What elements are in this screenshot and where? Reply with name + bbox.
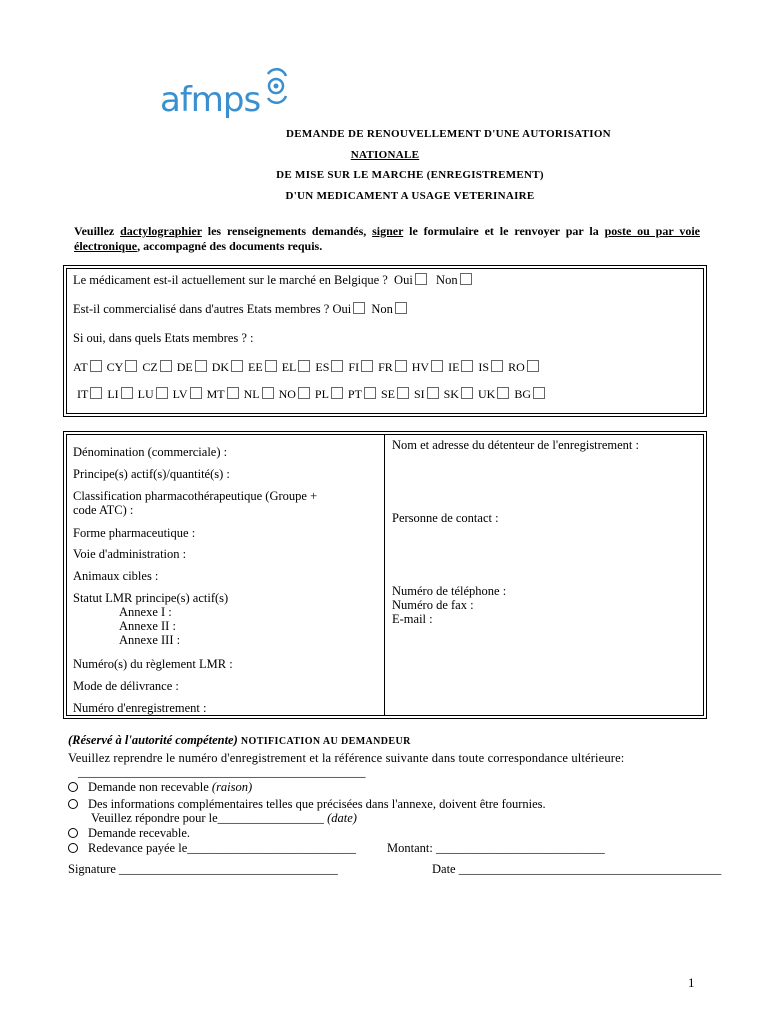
member-state-label: LV — [172, 387, 188, 401]
lmr-status-field[interactable]: Statut LMR principe(s) actif(s) Annexe I : Annexe II : Annexe III : — [73, 591, 229, 647]
column-divider — [384, 435, 385, 715]
which-states-label: Si oui, dans quels Etats membres ? : — [73, 331, 254, 345]
route-field[interactable]: Voie d'administration : — [73, 547, 187, 561]
member-state-label: NO — [278, 387, 296, 401]
contact-person-field[interactable]: Personne de contact : — [392, 511, 499, 525]
member-state-label: IT — [77, 387, 89, 401]
radio-icon[interactable] — [68, 843, 78, 853]
member-state-label: BG — [514, 387, 531, 401]
member-state-es[interactable] — [315, 360, 346, 375]
other-states-yes-checkbox[interactable] — [353, 302, 365, 314]
notification-instructions: Veuillez reprendre le numéro d'enregistrement et la référence suivante dans toute correspondance ultérieure: — [68, 751, 625, 765]
member-state-label: HV — [411, 360, 430, 374]
member-state-checkbox[interactable] — [90, 387, 102, 399]
member-state-ro[interactable] — [508, 360, 542, 375]
radio-icon[interactable] — [68, 828, 78, 838]
signature-field[interactable]: Signature ___________________________________ — [68, 862, 338, 876]
member-state-label: RO — [508, 360, 525, 374]
member-state-checkbox[interactable] — [461, 387, 473, 399]
member-state-checkbox[interactable] — [331, 387, 343, 399]
denomination-field[interactable]: Dénomination (commerciale) : — [73, 445, 228, 459]
belgium-no-checkbox[interactable] — [460, 273, 472, 285]
member-state-hv[interactable] — [412, 360, 446, 375]
classification-field[interactable]: Classification pharmacothérapeutique (Groupe + code ATC) : — [73, 489, 318, 517]
member-state-checkbox[interactable] — [121, 387, 133, 399]
member-state-checkbox[interactable] — [190, 387, 202, 399]
member-state-checkbox[interactable] — [364, 387, 376, 399]
member-state-label: MT — [206, 387, 225, 401]
other-states-no-checkbox[interactable] — [395, 302, 407, 314]
member-state-checkbox[interactable] — [231, 360, 243, 372]
member-state-checkbox[interactable] — [125, 360, 137, 372]
member-state-el[interactable] — [282, 360, 314, 375]
title-line-2: NATIONALE — [350, 149, 420, 161]
amount-field[interactable]: Montant: ___________________________ — [387, 841, 605, 855]
member-state-ee[interactable] — [248, 360, 280, 375]
member-state-checkbox[interactable] — [262, 387, 274, 399]
member-state-label: LI — [107, 387, 119, 401]
member-state-it[interactable] — [77, 387, 105, 402]
member-state-uk[interactable] — [478, 387, 512, 402]
reference-blank-line[interactable]: ______________________________________________ — [78, 765, 366, 779]
logo-text: afmps — [160, 80, 261, 120]
member-state-pt[interactable] — [348, 387, 379, 402]
member-state-checkbox[interactable] — [427, 387, 439, 399]
member-state-fi[interactable] — [348, 360, 376, 375]
member-state-label: EL — [281, 360, 297, 374]
holder-contact-details[interactable]: Numéro de téléphone : Numéro de fax : E-mail : — [392, 584, 507, 626]
title-line-3: DE MISE SUR LE MARCHE (ENREGISTREMENT) — [276, 169, 544, 181]
belgium-market-question: Le médicament est-il actuellement sur le marché en Belgique ? Oui Non — [73, 273, 475, 288]
reply-by-date[interactable]: Veuillez répondre pour le_________________ (date) — [91, 811, 357, 825]
member-state-pl[interactable] — [315, 387, 346, 402]
member-state-dk[interactable] — [212, 360, 246, 375]
other-states-question: Est-il commercialisé dans d'autres Etats membres ? Oui Non — [73, 302, 410, 317]
member-state-label: SE — [380, 387, 395, 401]
member-state-label: CZ — [142, 360, 158, 374]
member-state-label: DK — [211, 360, 230, 374]
radio-icon[interactable] — [68, 799, 78, 809]
member-state-checkbox[interactable] — [298, 387, 310, 399]
member-state-label: IE — [448, 360, 460, 374]
member-state-checkbox[interactable] — [331, 360, 343, 372]
registration-number-field[interactable]: Numéro d'enregistrement : — [73, 701, 207, 715]
member-state-bg[interactable] — [514, 387, 548, 402]
member-state-label: AT — [73, 360, 88, 374]
member-state-checkbox[interactable] — [160, 360, 172, 372]
member-state-label: SK — [443, 387, 459, 401]
option-additional-info[interactable]: Des informations complémentaires telles que précisées dans l'annexe, doivent être fournies. — [68, 797, 546, 811]
belgium-yes-checkbox[interactable] — [415, 273, 427, 285]
member-state-checkbox[interactable] — [361, 360, 373, 372]
member-state-label: PL — [314, 387, 329, 401]
member-state-label: DE — [176, 360, 193, 374]
member-state-checkbox[interactable] — [395, 360, 407, 372]
member-state-checkbox[interactable] — [491, 360, 503, 372]
species-field[interactable]: Animaux cibles : — [73, 569, 159, 583]
holder-name-address-field[interactable]: Nom et adresse du détenteur de l'enregistrement : — [392, 438, 639, 452]
notification-heading: (Réservé à l'autorité compétente) NOTIFICATION AU DEMANDEUR — [68, 733, 411, 747]
member-state-label: SI — [413, 387, 425, 401]
instructions: Veuillez dactylographier les renseignements demandés, signer le formulaire et le renvoyer par la poste ou par voie électronique, accompagné des documents requis. — [74, 224, 700, 253]
member-state-checkbox[interactable] — [461, 360, 473, 372]
member-state-li[interactable] — [107, 387, 135, 402]
member-state-is[interactable] — [478, 360, 506, 375]
delivery-mode-field[interactable]: Mode de délivrance : — [73, 679, 179, 693]
member-state-at[interactable] — [73, 360, 105, 375]
member-state-cy[interactable] — [107, 360, 141, 375]
member-state-checkbox[interactable] — [497, 387, 509, 399]
member-state-checkbox[interactable] — [298, 360, 310, 372]
member-state-cz[interactable] — [142, 360, 174, 375]
member-state-se[interactable] — [381, 387, 412, 402]
member-state-mt[interactable] — [207, 387, 242, 402]
member-state-label: ES — [315, 360, 330, 374]
lmr-regulation-field[interactable]: Numéro(s) du règlement LMR : — [73, 657, 233, 671]
member-state-checkbox[interactable] — [533, 387, 545, 399]
page-number: 1 — [688, 975, 695, 990]
member-state-checkbox[interactable] — [90, 360, 102, 372]
member-state-checkbox[interactable] — [431, 360, 443, 372]
member-state-no[interactable] — [279, 387, 313, 402]
member-state-label: PT — [347, 387, 362, 401]
principles-field[interactable]: Principe(s) actif(s)/quantité(s) : — [73, 467, 230, 481]
member-state-checkbox[interactable] — [195, 360, 207, 372]
member-state-lv[interactable] — [173, 387, 205, 402]
member-state-ie[interactable] — [448, 360, 476, 375]
market-status-box — [66, 268, 704, 414]
member-state-de[interactable] — [177, 360, 210, 375]
member-state-label: NL — [243, 387, 260, 401]
option-admissible[interactable]: Demande recevable. — [68, 826, 190, 840]
member-state-si[interactable] — [414, 387, 442, 402]
member-state-lu[interactable] — [138, 387, 171, 402]
member-state-label: UK — [477, 387, 496, 401]
date-field[interactable]: Date __________________________________________ — [432, 862, 722, 876]
member-state-sk[interactable] — [444, 387, 476, 402]
member-state-checkbox[interactable] — [227, 387, 239, 399]
member-state-checkbox[interactable] — [265, 360, 277, 372]
member-states-row-2 — [77, 387, 550, 402]
member-state-checkbox[interactable] — [397, 387, 409, 399]
member-state-fr[interactable] — [378, 360, 410, 375]
member-states-row-1 — [73, 360, 544, 375]
member-state-checkbox[interactable] — [527, 360, 539, 372]
member-state-label: EE — [248, 360, 263, 374]
title-line-4: D'UN MEDICAMENT A USAGE VETERINAIRE — [285, 190, 535, 202]
form-field[interactable]: Forme pharmaceutique : — [73, 526, 196, 540]
radio-icon[interactable] — [68, 782, 78, 792]
member-state-label: CY — [106, 360, 124, 374]
member-state-checkbox[interactable] — [156, 387, 168, 399]
member-state-nl[interactable] — [244, 387, 277, 402]
member-state-label: FI — [348, 360, 360, 374]
product-details-box — [66, 434, 704, 716]
logo-swirl-icon — [262, 66, 290, 106]
member-state-label: IS — [478, 360, 490, 374]
option-not-admissible[interactable]: Demande non recevable (raison) — [68, 780, 252, 794]
title-line-1: DEMANDE DE RENOUVELLEMENT D'UNE AUTORISATION — [286, 128, 611, 140]
member-state-label: FR — [378, 360, 393, 374]
option-fee-paid[interactable]: Redevance payée le___________________________ — [68, 841, 356, 855]
member-state-label: LU — [137, 387, 154, 401]
